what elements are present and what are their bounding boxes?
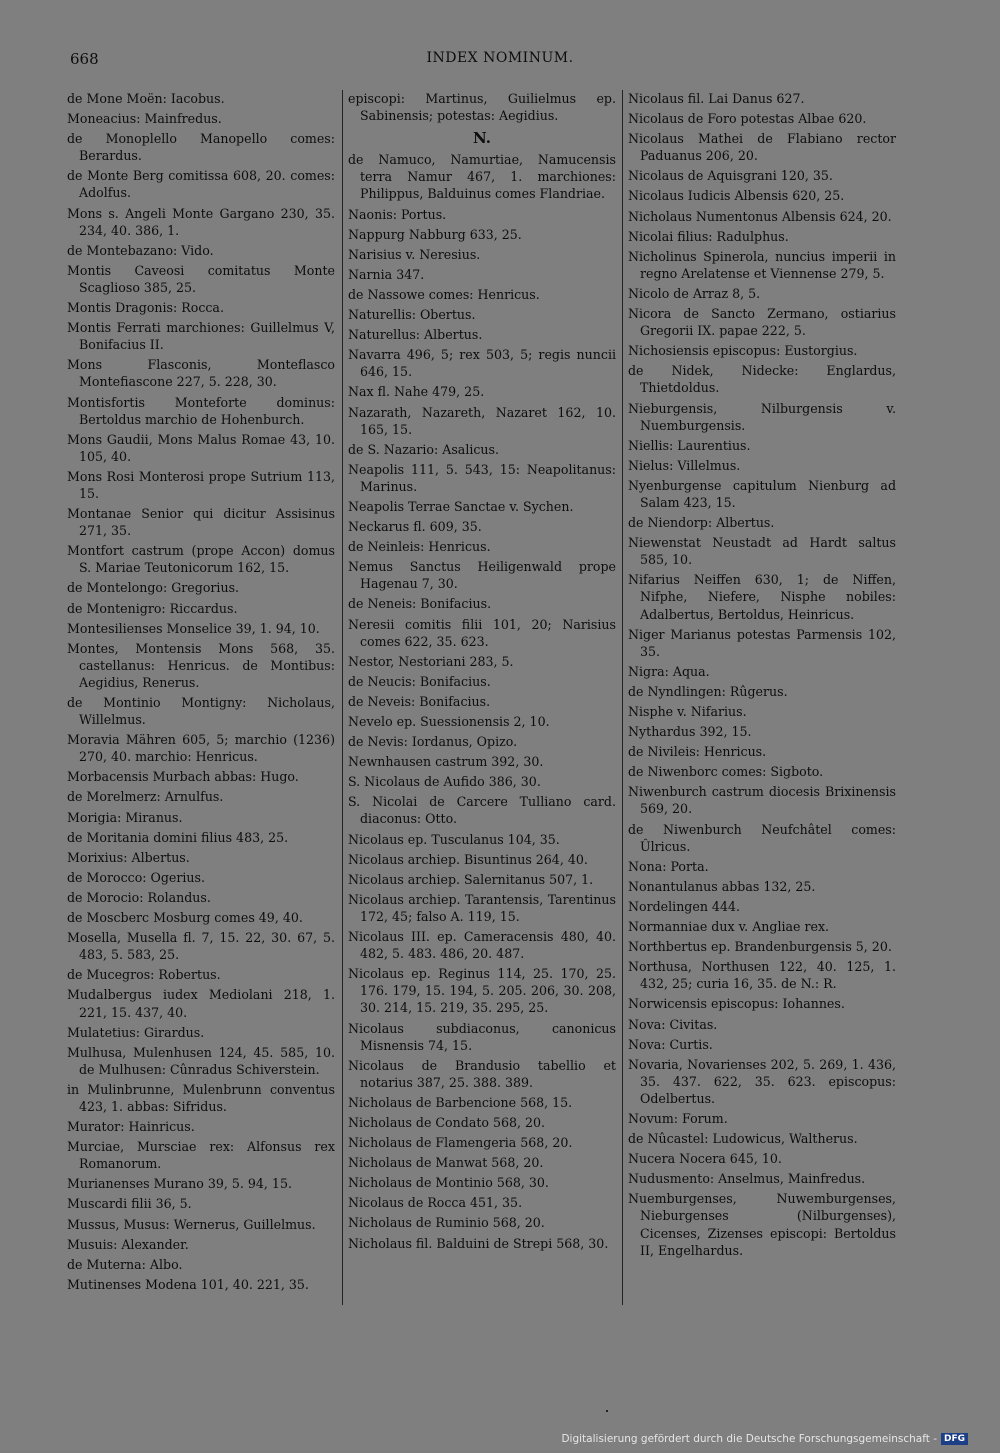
index-entry: Nicolaus de Aquisgrani 120, 35. <box>628 168 833 184</box>
footer <box>561 1433 968 1445</box>
index-entry: Nicholaus Numentonus Albensis 624, 20. <box>628 208 892 224</box>
index-entry: Nicholinus Spinerola, nuncius imperii in regno Arelatense et Viennense 279, 5. <box>628 248 896 281</box>
index-entry: Mons Rosi Monterosi prope Sutrium 113, 15. <box>67 468 335 501</box>
index-entry: Narisius v. Neresius. <box>348 246 481 262</box>
dfg-logo-icon: DFG <box>941 1433 968 1445</box>
index-entry: Nappurg Nabburg 633, 25. <box>348 226 522 242</box>
index-entry: de Neneis: Bonifacius. <box>348 596 492 612</box>
index-entry: Nudusmento: Anselmus, Mainfredus. <box>628 1171 866 1187</box>
index-entry: Nicolaus subdiaconus, canonicus Misnensis 74, 15. <box>348 1020 616 1053</box>
index-entry: Murciae, Mursciae rex: Alfonsus rex Romanorum. <box>67 1139 335 1172</box>
index-entry: in Mulinbrunne, Mulenbrunn conventus 423, 1. abbas: Sifridus. <box>67 1081 335 1114</box>
index-entry: Nax fl. Nahe 479, 25. <box>348 384 485 400</box>
index-entry: Naturellus: Albertus. <box>348 327 483 343</box>
index-entry: de Neucis: Bonifacius. <box>348 673 491 689</box>
index-entry: Neresii comitis filii 101, 20; Narisius comes 622, 35. 623. <box>348 616 616 649</box>
index-entry: Norwicensis episcopus: Iohannes. <box>628 996 845 1012</box>
index-entry: Montisfortis Monteforte dominus: Bertoldus marchio de Hohenburch. <box>67 394 335 427</box>
index-entry: Nova: Curtis. <box>628 1036 713 1052</box>
index-entry: de Niwenborc comes: Sigboto. <box>628 764 824 780</box>
index-entry: Nicolaus fil. Lai Danus 627. <box>628 91 805 106</box>
index-entry: Moneacius: Mainfredus. <box>67 111 222 127</box>
index-entry: de Monoplello Manopello comes: Berardus. <box>67 131 335 164</box>
index-entry: de Morelmerz: Arnulfus. <box>67 789 224 805</box>
index-entry: Nicholaus de Condato 568, 20. <box>348 1114 546 1130</box>
index-entry: de S. Nazario: Asalicus. <box>348 441 500 457</box>
index-entry: Nicolaus de Brandusio tabellio et notarius 387, 25. 388. 389. <box>348 1057 616 1090</box>
index-entry: de Moscberc Mosburg comes 49, 40. <box>67 910 303 926</box>
index-entry: Montes, Montensis Mons 568, 35. castellanus: Henricus. de Montibus: Aegidius, Renerus. <box>67 640 335 690</box>
index-entry: Niger Marianus potestas Parmensis 102, 35. <box>628 626 896 659</box>
index-column-2 <box>348 90 616 1255</box>
index-entry: Nestor, Nestoriani 283, 5. <box>348 653 514 669</box>
index-entry: Nova: Civitas. <box>628 1016 718 1032</box>
index-entry: Nicolaus ep. Tusculanus 104, 35. <box>348 831 560 847</box>
index-entry: Montesilienses Monselice 39, 1. 94, 10. <box>67 620 320 636</box>
index-entry: Normanniae dux v. Angliae rex. <box>628 919 830 935</box>
index-entry: Navarra 496, 5; rex 503, 5; regis nuncii 646, 15. <box>348 347 616 380</box>
index-entry: de Mucegros: Robertus. <box>67 967 221 983</box>
index-entry: Nicolaus archiep. Tarantensis, Tarentinus 172, 45; falso A. 119, 15. <box>348 891 616 924</box>
index-entry: Nonantulanus abbas 132, 25. <box>628 878 816 894</box>
index-entry: Montis Caveosi comitatus Monte Scaglioso 385, 25. <box>67 262 335 295</box>
index-entry: de Montelongo: Gregorius. <box>67 580 240 596</box>
index-entry: Nigra: Aqua. <box>628 663 710 679</box>
index-entry: de Monte Berg comitissa 608, 20. comes: Adolfus. <box>67 168 335 201</box>
index-entry: Northusa, Northusen 122, 40. 125, 1. 432, 25; curia 16, 35. de N.: R. <box>628 959 896 992</box>
index-entry: Neapolis 111, 5. 543, 15: Neapolitanus: Marinus. <box>348 461 616 494</box>
section-letter-heading: N. <box>473 129 491 148</box>
index-entry: Nicora de Sancto Zermano, ostiarius Gregorii IX. papae 222, 5. <box>628 306 896 339</box>
index-entry: Nicolaus Iudicis Albensis 620, 25. <box>628 188 845 204</box>
index-entry: Nuemburgenses, Nuwemburgenses, Nieburgenses (Nilburgenses), Cicenses, Zizenses episcopi: Bertoldus II, Engelhardus. <box>628 1191 896 1258</box>
index-entry: Musuis: Alexander. <box>67 1236 189 1252</box>
index-entry: Narnia 347. <box>348 266 425 282</box>
index-entry: Mulhusa, Mulenhusen 124, 45. 585, 10. de Mulhusen: Cûnradus Schiverstein. <box>67 1044 335 1077</box>
index-entry: Moravia Mähren 605, 5; marchio (1236) 270, 40. marchio: Henricus. <box>67 732 335 765</box>
index-entry: de Muterna: Albo. <box>67 1256 183 1272</box>
page-mark <box>606 1410 608 1412</box>
index-entry: Mons Gaudii, Mons Malus Romae 43, 10. 105, 40. <box>67 431 335 464</box>
index-entry: Nifarius Neiffen 630, 1; de Niffen, Nifphe, Niefere, Nisphe nobiles: Adalbertus, Bertoldus, Heinricus. <box>628 572 896 622</box>
index-entry: Nieburgensis, Nilburgensis v. Nuemburgensis. <box>628 400 896 433</box>
index-entry: Neapolis Terrae Sanctae v. Sychen. <box>348 498 574 514</box>
index-entry: Nicolaus de Rocca 451, 35. <box>348 1195 523 1211</box>
index-entry: Montanae Senior qui dicitur Assisinus 271, 35. <box>67 506 335 539</box>
page-number: 668 <box>70 50 99 68</box>
index-entry: Nicolaus de Foro potestas Albae 620. <box>628 111 867 127</box>
index-entry: Naonis: Portus. <box>348 206 447 222</box>
index-entry: Morixius: Albertus. <box>67 849 190 865</box>
index-entry: Murianenses Murano 39, 5. 94, 15. <box>67 1176 292 1192</box>
index-column-1 <box>67 90 335 1296</box>
index-column-3 <box>628 90 896 1262</box>
index-entry: Nicolaus Mathei de Flabiano rector Paduanus 206, 20. <box>628 131 896 164</box>
index-entry: Morbacensis Murbach abbas: Hugo. <box>67 769 299 785</box>
index-entry: Nicholaus de Manwat 568, 20. <box>348 1155 544 1171</box>
index-entry: Nevelo ep. Suessionensis 2, 10. <box>348 714 550 729</box>
index-entry: de Moritania domini filius 483, 25. <box>67 829 289 845</box>
index-entry: Nucera Nocera 645, 10. <box>628 1151 782 1167</box>
index-entry: de Montenigro: Riccardus. <box>67 600 238 616</box>
index-entry: Mussus, Musus: Wernerus, Guillelmus. <box>67 1216 316 1232</box>
index-entry: Newnhausen castrum 392, 30. <box>348 754 544 770</box>
index-entry: de Nevis: Iordanus, Opizo. <box>348 734 518 750</box>
index-entry: Murator: Hainricus. <box>67 1119 195 1135</box>
index-entry: Niewenstat Neustadt ad Hardt saltus 585, 10. <box>628 535 896 568</box>
index-entry: Novum: Forum. <box>628 1110 728 1126</box>
index-entry: Nicholaus de Ruminio 568, 20. <box>348 1215 545 1231</box>
index-entry: de Nidek, Nidecke: Englardus, Thietdoldus. <box>628 363 896 396</box>
index-entry: de Montebazano: Vido. <box>67 242 214 258</box>
index-entry: Morigia: Miranus. <box>67 809 183 825</box>
index-entry: Niellis: Laurentius. <box>628 437 751 453</box>
index-entry: Nyenburgense capitulum Nienburg ad Salam 423, 15. <box>628 477 896 510</box>
index-entry: de Morocio: Rolandus. <box>67 889 211 905</box>
index-entry: Nicholaus de Montinio 568, 30. <box>348 1175 549 1191</box>
index-entry: Nichosiensis episcopus: Eustorgius. <box>628 343 858 359</box>
index-entry: episcopi: Martinus, Guilielmus ep. Sabinensis; potestas: Aegidius. <box>348 91 616 124</box>
index-entry: S. Nicolaus de Aufido 386, 30. <box>348 774 541 790</box>
index-entry: de Nûcastel: Ludowicus, Waltherus. <box>628 1131 858 1147</box>
running-title: INDEX NOMINUM. <box>426 50 574 66</box>
index-entry: Nicolaus ep. Reginus 114, 25. 170, 25. 176. 179, 15. 194, 5. 205. 206, 30. 208, 30. 214, 15. 219, 35. 295, 25. <box>348 966 616 1016</box>
index-entry: Nicolaus III. ep. Cameracensis 480, 40. 482, 5. 483. 486, 20. 487. <box>348 929 616 962</box>
index-entry: de Niwenburch Neufchâtel comes: Ûlricus. <box>628 821 896 854</box>
index-entry: Nielus: Villelmus. <box>628 457 741 473</box>
index-entry: Mudalbergus iudex Mediolani 218, 1. 221, 15. 437, 40. <box>67 987 335 1020</box>
index-entry: Nicholaus de Barbencione 568, 15. <box>348 1094 573 1110</box>
index-entry: Montis Ferrati marchiones: Guillelmus V, Bonifacius II. <box>67 320 335 353</box>
index-entry: Nona: Porta. <box>628 858 709 874</box>
index-entry: Naturellis: Obertus. <box>348 307 476 323</box>
column-rule <box>622 90 623 1305</box>
column-rule <box>342 90 343 1305</box>
index-entry: de Mone Moën: Iacobus. <box>67 91 225 106</box>
index-entry: Northbertus ep. Brandenburgensis 5, 20. <box>628 939 892 955</box>
index-entry: Niwenburch castrum diocesis Brixinensis 569, 20. <box>628 784 896 817</box>
index-entry: Nicolai filius: Radulphus. <box>628 228 789 244</box>
index-entry: Mons Flasconis, Monteflasco Montefiascone 227, 5. 228, 30. <box>67 357 335 390</box>
index-entry: Nicolaus archiep. Bisuntinus 264, 40. <box>348 851 588 867</box>
index-entry: Nazarath, Nazareth, Nazaret 162, 10. 165, 15. <box>348 404 616 437</box>
index-entry: Muscardi filii 36, 5. <box>67 1196 192 1212</box>
index-entry: de Morocco: Ogerius. <box>67 869 205 885</box>
index-entry: Nisphe v. Nifarius. <box>628 704 747 719</box>
index-entry: Nordelingen 444. <box>628 898 740 914</box>
index-entry: de Namuco, Namurtiae, Namucensis terra Namur 467, 1. marchiones: Philippus, Balduinus comes Flandriae. <box>348 152 616 202</box>
index-entry: de Montinio Montigny: Nicholaus, Willelmus. <box>67 695 335 728</box>
index-entry: Mosella, Musella fl. 7, 15. 22, 30. 67, 5. 483, 5. 583, 25. <box>67 930 335 963</box>
index-entry: de Neveis: Bonifacius. <box>348 693 491 709</box>
index-entry: Nicolo de Arraz 8, 5. <box>628 285 761 301</box>
index-entry: Nicholaus de Flamengeria 568, 20. <box>348 1135 573 1151</box>
index-entry: Montis Dragonis: Rocca. <box>67 300 224 316</box>
index-entry: Nemus Sanctus Heiligenwald prope Hagenau 7, 30. <box>348 559 616 592</box>
index-entry: de Neinleis: Henricus. <box>348 539 491 555</box>
index-entry: Mons s. Angeli Monte Gargano 230, 35. 234, 40. 386, 1. <box>67 205 335 238</box>
index-entry: Nythardus 392, 15. <box>628 724 752 740</box>
index-entry: Nicholaus fil. Balduini de Strepi 568, 30. <box>348 1235 609 1251</box>
index-entry: de Nyndlingen: Rûgerus. <box>628 683 788 699</box>
index-entry: Mutinenses Modena 101, 40. 221, 35. <box>67 1276 309 1292</box>
index-entry: Novaria, Novarienses 202, 5. 269, 1. 436, 35. 437. 622, 35. 623. episcopus: Odelbertus. <box>628 1056 896 1106</box>
index-entry: Neckarus fl. 609, 35. <box>348 519 482 535</box>
index-entry: Mulatetius: Girardus. <box>67 1024 205 1040</box>
index-entry: Montfort castrum (prope Accon) domus S. Mariae Teutonicorum 162, 15. <box>67 543 335 576</box>
index-entry: de Nivileis: Henricus. <box>628 744 767 760</box>
footer-credit-text: Digitalisierung gefördert durch die Deutsche Forschungsgemeinschaft - <box>561 1433 937 1445</box>
index-entry: de Nassowe comes: Henricus. <box>348 286 540 302</box>
index-entry: de Niendorp: Albertus. <box>628 515 775 531</box>
index-entry: Nicolaus archiep. Salernitanus 507, 1. <box>348 871 594 887</box>
index-entry: S. Nicolai de Carcere Tulliano card. diaconus: Otto. <box>348 794 616 827</box>
